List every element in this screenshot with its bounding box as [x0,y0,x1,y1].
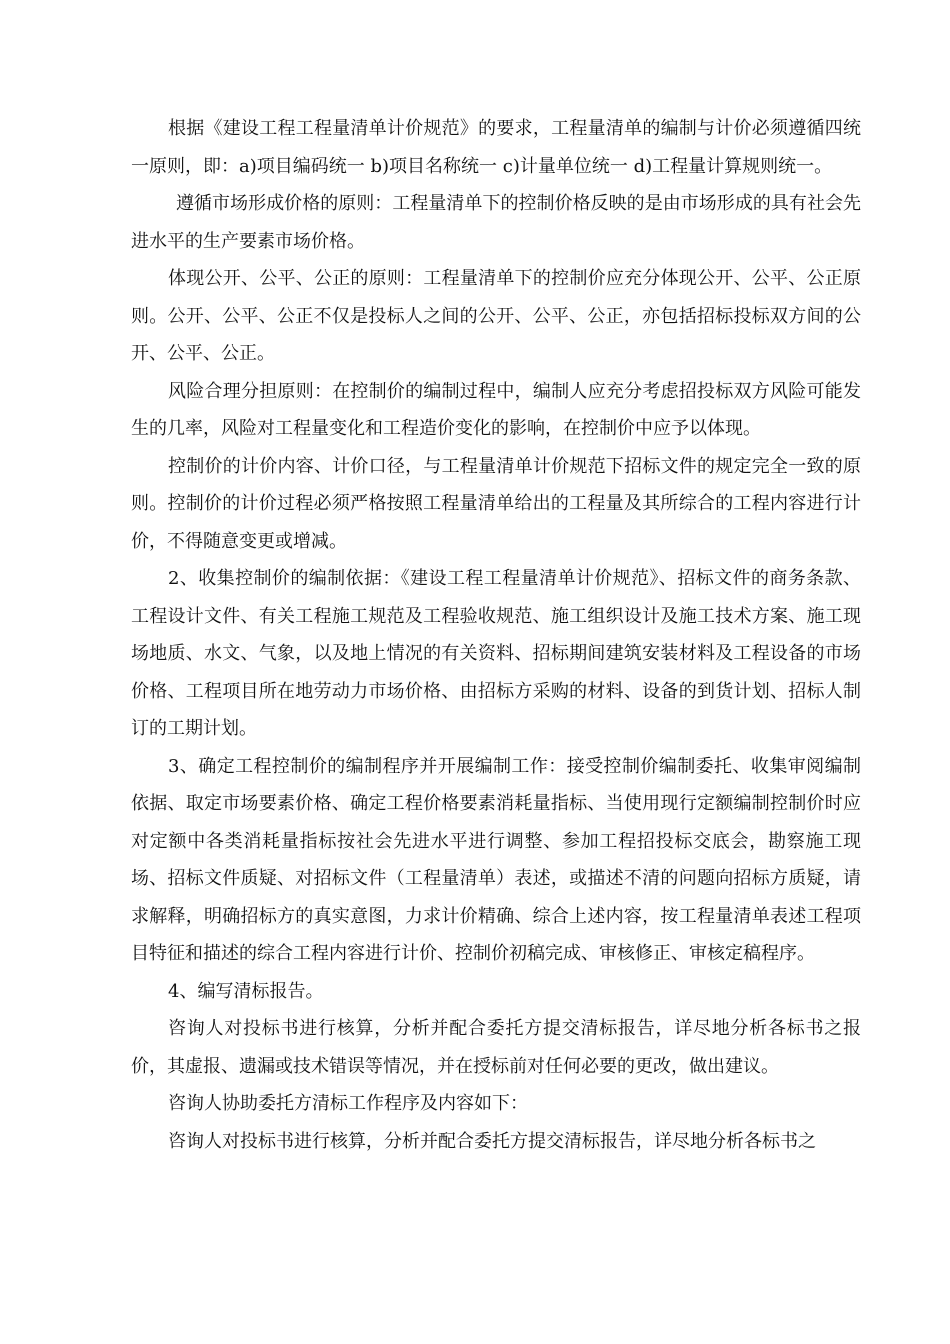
paragraph-procedure-intro: 咨询人协助委托方清标工作程序及内容如下： [168,1093,528,1114]
document-body [131,110,861,1160]
paragraph-consistency-principle: 控制价的计价内容、计价口径，与工程量清单计价规范下招标文件的规定完全一致的原则。控制价的计价过程必须严格按照工程量清单给出的工程量及其所综合的工程内容进行计价，不得随意变更或增减。 [131,455,861,552]
paragraph-fairness-principle: 体现公开、公平、公正的原则：工程量清单下的控制价应充分体现公开、公平、公正原则。公开、公平、公正不仅是投标人之间的公开、公平、公正，亦包括招标投标双方间的公开、公平、公正。 [131,268,861,364]
paragraph-consultant-review-continued: 咨询人对投标书进行核算，分析并配合委托方提交清标报告，详尽地分析各标书之 [168,1130,816,1152]
paragraph-step-3-procedure: 3、确定工程控制价的编制程序并开展编制工作：接受控制价编制委托、收集审阅编制依据、取定市场要素价格、确定工程价格要素消耗量指标、当使用现行定额编制控制价时应对定额中各类消耗量指标按社会先进水平进行调整、参加工程招投标交底会，勘察施工现场、招标文件质疑、对招标文件（工程量清单）表述，或描述不清的问题向招标方质疑，请求解释，明确招标方的真实意图，力求计价精确、综合上述内容，按工程量清单表述工程项目特征和描述的综合工程内容进行计价、控制价初稿完成、审核修正、审核定稿程序。 [131,755,861,964]
paragraph-step-4-heading: 4、编写清标报告。 [168,980,324,1002]
paragraph-step-2-basis: 2、收集控制价的编制依据：《建设工程工程量清单计价规范》、招标文件的商务条款、工程设计文件、有关工程施工规范及工程验收规范、施工组织设计及施工技术方案、施工现场地质、水文、气象，以及地上情况的有关资料、招标期间建筑安装材料及工程设备的市场价格、工程项目所在地劳动力市场价格、由招标方采购的材料、设备的到货计划、招标人制订的工期计划。 [131,568,861,739]
paragraph-risk-sharing-principle: 风险合理分担原则：在控制价的编制过程中，编制人应充分考虑招投标双方风险可能发生的几率，风险对工程量变化和工程造价变化的影响，在控制价中应予以体现。 [131,380,861,439]
paragraph-four-unified-principles: 根据《建设工程工程量清单计价规范》的要求，工程量清单的编制与计价必须遵循四统一原则，即：a)项目编码统一 b)项目名称统一 c)计量单位统一 d)工程量计算规则统一。 [131,118,861,177]
paragraph-consultant-review: 咨询人对投标书进行核算，分析并配合委托方提交清标报告，详尽地分析各标书之报价，其虚报、遗漏或技术错误等情况，并在授标前对任何必要的更改，做出建议。 [131,1018,861,1077]
paragraph-market-price-principle: 遵循市场形成价格的原则：工程量清单下的控制价格反映的是由市场形成的具有社会先进水平的生产要素市场价格。 [131,193,861,252]
